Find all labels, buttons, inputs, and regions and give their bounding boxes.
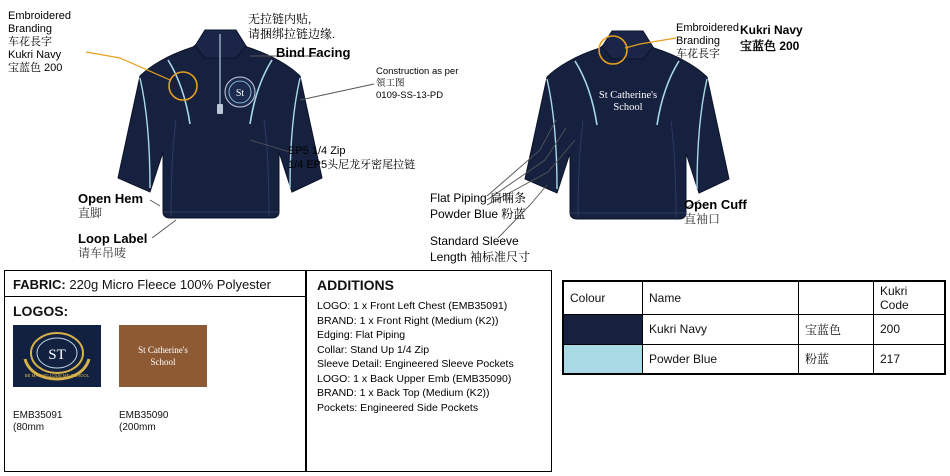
colour-swatch-navy xyxy=(564,315,643,345)
additions-panel xyxy=(306,270,552,472)
fabric-header xyxy=(5,271,305,297)
wordmark-line2: School xyxy=(150,357,176,367)
col-header-cn xyxy=(799,282,874,315)
logo-caption-2: EMB35090 (200mm xyxy=(119,410,169,433)
col-header-name: Name xyxy=(643,282,799,315)
logos-title: LOGOS: xyxy=(13,303,69,319)
leader-construction xyxy=(300,84,374,100)
callout-flat-piping: Flat Piping 扁啢条 Powder Blue 粉蓝 xyxy=(430,191,527,221)
addition-item: LOGO: 1 x Back Upper Emb (EMB35090) xyxy=(317,372,512,385)
colour-name: Powder Blue xyxy=(643,344,799,374)
callout-standard-sleeve: Standard Sleeve Length 袖标准尺寸 xyxy=(430,234,531,264)
front-badge-text: St xyxy=(235,88,245,99)
callout-bind-facing: Bind Facing xyxy=(276,45,351,60)
wordmark-line1: St Catherine's xyxy=(138,345,188,355)
wordmark-logo-image xyxy=(119,325,207,387)
callout-open-hem: Open Hem 直脚 xyxy=(78,191,144,220)
addition-item: Pockets: Engineered Side Pockets xyxy=(317,401,479,414)
callout-ep5-zip: EP5 1/4 Zip 1/4 EP5头尼龙牙密尾拉链 xyxy=(288,145,416,171)
crest-logo-image xyxy=(13,325,101,387)
colour-name-cn: 宝蓝色 xyxy=(799,315,874,345)
table-row xyxy=(564,344,945,374)
fabric-value: 220g Micro Fleece 100% Polyester xyxy=(69,277,271,292)
leader-open-hem xyxy=(150,200,160,206)
logo-item-2 xyxy=(119,325,207,434)
callout-construction: Construction as per 領工图 0109-SS-13-PD xyxy=(376,66,459,101)
table-header-row xyxy=(564,282,945,315)
addition-item: Collar: Stand Up 1/4 Zip xyxy=(317,343,430,356)
fabric-panel xyxy=(4,270,306,472)
callout-embroidered-branding-left: Embroidered Branding 车花長字 Kukri Navy 宝蓝色 200 xyxy=(8,10,71,74)
additions-title: ADDITIONS xyxy=(317,277,394,293)
back-chest-line2: School xyxy=(613,102,643,113)
logo-caption-1: EMB35091 (80mm xyxy=(13,410,63,433)
table-row xyxy=(564,315,945,345)
addition-item: Edging: Flat Piping xyxy=(317,329,406,341)
back-chest-line1: St Catherine's xyxy=(598,90,658,101)
addition-item: LOGO: 1 x Front Left Chest (EMB35091) xyxy=(317,300,508,312)
callout-loop-label: Loop Label 请车吊唛 xyxy=(78,231,148,260)
crest-monogram: ST xyxy=(48,347,66,363)
colour-name-cn: 粉蓝 xyxy=(799,344,874,374)
colour-code: 217 xyxy=(874,344,945,374)
logo-item-1 xyxy=(13,325,101,434)
crest-motto: BE MARVELLOUS ME SCHOOL xyxy=(24,373,90,378)
callout-no-zip-note: 无拉链内贴, 请捆绑拉链边缘. xyxy=(248,12,336,41)
addition-item: Sleeve Detail: Engineered Sleeve Pockets xyxy=(317,358,514,370)
addition-item: BRAND: 1 x Back Top (Medium (K2)) xyxy=(317,387,490,399)
callout-open-cuff: Open Cuff 直袖口 xyxy=(684,197,747,226)
leader-loop-label xyxy=(152,220,176,238)
addition-item: BRAND: 1 x Front Right (Medium (K2)) xyxy=(317,314,499,327)
fabric-label: FABRIC: xyxy=(13,277,66,292)
colour-name: Kukri Navy xyxy=(643,315,799,345)
additions-list xyxy=(307,297,551,415)
colour-code: 200 xyxy=(874,315,945,345)
callout-kukri-navy-right: Kukri Navy 宝蓝色 200 xyxy=(740,23,803,53)
col-header-colour: Colour xyxy=(564,282,643,315)
col-header-code: Kukri Code xyxy=(874,282,945,315)
callout-embroidered-branding-right: Embroidered Branding 车花長字 xyxy=(676,22,739,60)
colour-table xyxy=(563,281,945,374)
colour-swatch-powder-blue xyxy=(564,344,643,374)
colour-table-panel xyxy=(562,280,946,375)
